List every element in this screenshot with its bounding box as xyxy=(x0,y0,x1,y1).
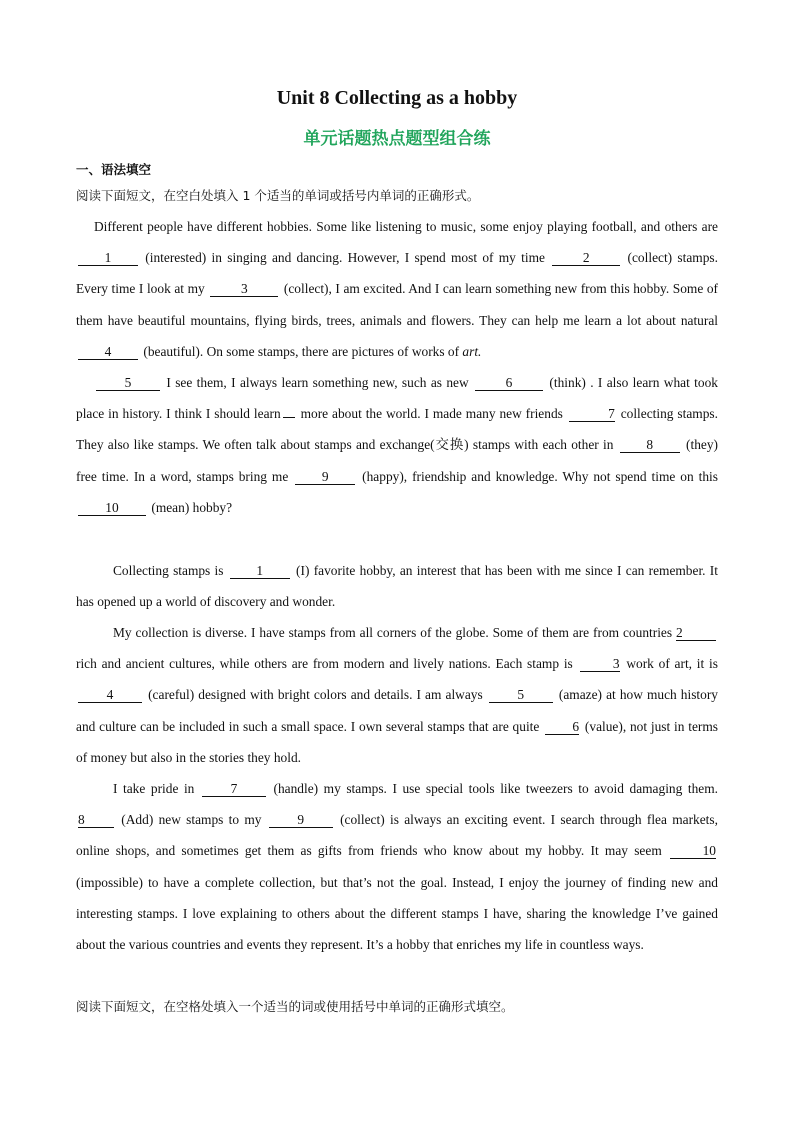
blank-3[interactable]: 3 xyxy=(210,281,278,297)
instruction-text: 阅读下面短文，在空白处填入 1 个适当的单词或括号内单词的正确形式。 xyxy=(76,188,480,203)
text-italic: art. xyxy=(462,343,482,359)
page-title: Unit 8 Collecting as a hobby xyxy=(276,87,518,109)
text: (beautiful). On some stamps, there are pictures of works of xyxy=(143,343,460,359)
passage2-paragraph2 xyxy=(76,617,718,773)
page-subtitle: 单元话题热点题型组合练 xyxy=(303,129,491,149)
text: I see them, I always learn something new, such as new xyxy=(166,375,469,390)
text: (Add) new stamps to my xyxy=(121,812,262,828)
text: rich and ancient cultures, while others are from modern and lively nations. Each stamp is xyxy=(76,656,573,672)
text: (mean) hobby? xyxy=(151,499,233,515)
text: (they) free time. In a word, stamps bring me xyxy=(76,437,718,484)
blank-10[interactable]: 10 xyxy=(670,843,716,859)
passage2-paragraph1 xyxy=(76,555,718,617)
blank-4[interactable]: 4 xyxy=(78,687,142,703)
blank-unnumbered[interactable] xyxy=(283,417,295,418)
text: I take pride in xyxy=(113,781,195,796)
blank-5[interactable]: 5 xyxy=(489,687,553,703)
blank-1[interactable]: 1 xyxy=(78,250,138,266)
text: more about the world. I made many new friends xyxy=(300,406,563,422)
blank-9[interactable]: 9 xyxy=(269,812,333,828)
blank-4[interactable]: 4 xyxy=(78,344,138,360)
blank-8[interactable]: 8 xyxy=(78,812,114,828)
text: (handle) my stamps. I use special tools like tweezers to avoid damaging them. xyxy=(273,781,718,796)
blank-5[interactable]: 5 xyxy=(96,375,160,391)
passage2-paragraph3 xyxy=(76,773,718,960)
blank-7[interactable]: 7 xyxy=(569,406,615,422)
text: (collect) stamps. Every time I look at my xyxy=(76,250,718,297)
text: (amaze) at how much history and culture can be included in such a small space. I own several stamps that are quite xyxy=(76,687,718,734)
text: (interested) in singing and dancing. However, I spend most of my time xyxy=(145,250,545,266)
blank-2[interactable]: 2 xyxy=(676,625,716,641)
text: (think) . I also learn what took place in history. I think I should learn xyxy=(76,375,718,422)
text: (happy), friendship and knowledge. Why not spend time on this xyxy=(362,468,718,484)
text: Collecting stamps is xyxy=(113,563,224,578)
blank-2[interactable]: 2 xyxy=(552,250,620,266)
blank-8[interactable]: 8 xyxy=(620,437,680,453)
blank-9[interactable]: 9 xyxy=(295,469,355,485)
text: collecting stamps. They also like stamps. We often talk about stamps and exchange(交换) stamps with each other in xyxy=(76,406,718,453)
text: Different people have different hobbies. Some like listening to music, some enjoy playing football, and others are xyxy=(94,219,718,234)
text: (impossible) to have a complete collection, but that’s not the goal. Instead, I enjoy the journey of finding new and interesting stamps. I love explaining to others about the different stamps I have, sharing the knowledge I’ve gained about the various countries and events they represent. It’s a hobby that enriches my life in countless ways. xyxy=(76,874,718,953)
text: work of art, it is xyxy=(626,656,718,672)
blank-10[interactable]: 10 xyxy=(78,500,146,516)
blank-6[interactable]: 6 xyxy=(475,375,543,391)
section-heading: 一、语法填空 xyxy=(76,162,152,177)
text: (collect), I am excited. And I can learn something new from this hobby. Some of them have beautiful mountains, flying birds, trees, animals and flowers. They can help me learn a lot about natural xyxy=(76,281,718,328)
text: (collect) is always an exciting event. I search through flea markets, online shops, and sometimes get them as gifts from friends who know about my hobby. It may seem xyxy=(76,812,718,859)
text: (value), not just in terms of money but also in the stories they hold. xyxy=(76,718,718,765)
blank-3[interactable]: 3 xyxy=(580,656,620,672)
text: My collection is diverse. I have stamps from all corners of the globe. Some of them are from countries xyxy=(113,625,673,640)
text: (careful) designed with bright colors and details. I am always xyxy=(148,687,483,703)
instruction-text-2: 阅读下面短文，在空格处填入一个适当的词或使用括号中单词的正确形式填空。 xyxy=(76,999,514,1014)
blank-7[interactable]: 7 xyxy=(202,781,266,797)
blank-1[interactable]: 1 xyxy=(230,563,290,579)
blank-6[interactable]: 6 xyxy=(545,719,579,735)
text: (I) favorite hobby, an interest that has been with me since I can remember. It has opened up a world of discovery and wonder. xyxy=(76,563,718,610)
passage1-paragraph1 xyxy=(76,211,718,367)
passage1-paragraph2 xyxy=(76,367,718,523)
